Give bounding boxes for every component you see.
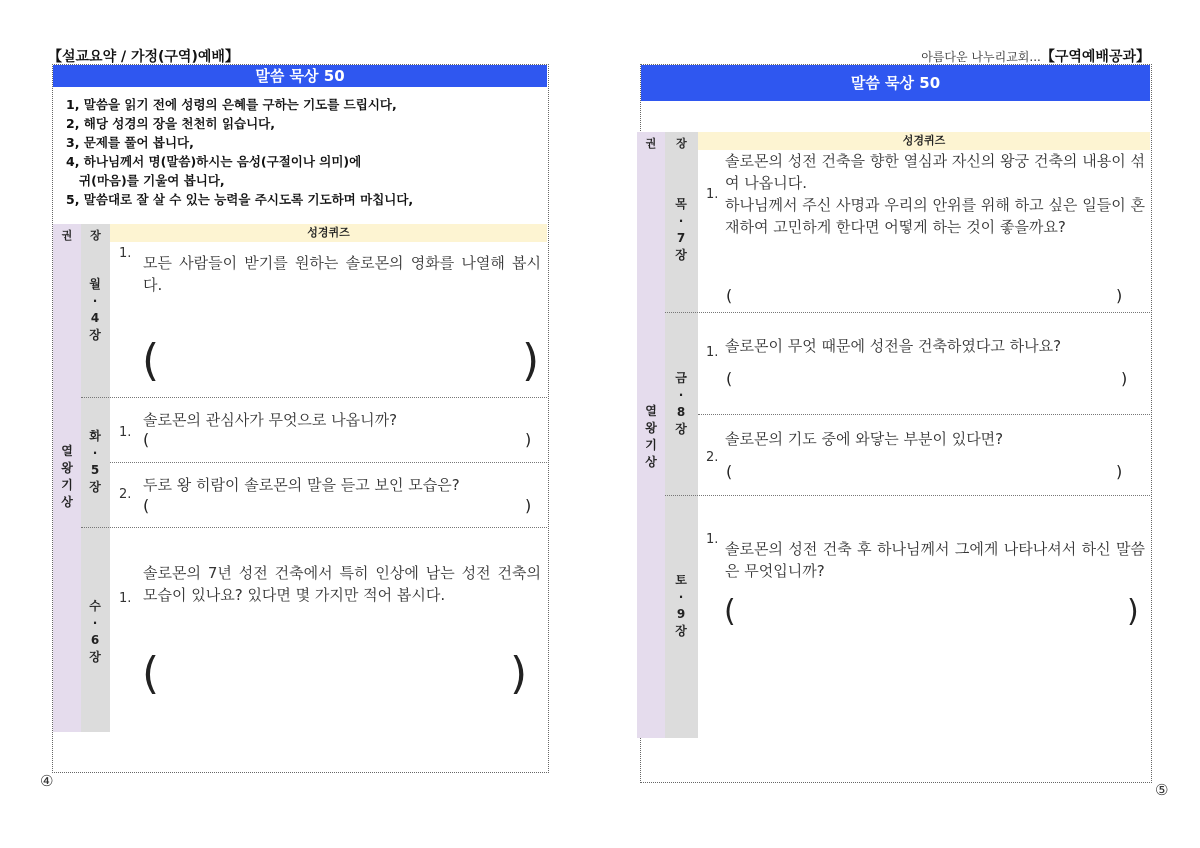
left-header: 【설교요약 / 가정(구역)예배】 xyxy=(48,49,239,65)
right-row-divider xyxy=(665,312,1150,313)
left-row-divider xyxy=(81,397,547,398)
question-text: 솔로몬의 7년 성전 건축에서 특히 인상에 남는 성전 건축의 모습이 있나요? 있다면 몇 가지만 적어 봅시다. xyxy=(143,564,541,604)
question-text: 솔로몬의 관심사가 무엇으로 나옵니까? xyxy=(143,411,398,429)
answer-paren-close: ) xyxy=(1116,286,1123,305)
answer-paren-close: ) xyxy=(1127,594,1139,629)
question-number: 1. xyxy=(706,187,719,202)
question-number: 1. xyxy=(119,425,132,440)
question-text: 솔로몬의 성전 건축 후 하나님께서 그에게 나타나셔서 하신 말씀은 무엇입니까? xyxy=(725,540,1145,580)
right-page-number: ⑤ xyxy=(1155,781,1169,799)
left-page-number: ④ xyxy=(40,772,54,790)
right-quiz-header: 성경퀴즈 xyxy=(698,132,1150,150)
left-title-bar: 말씀 묵상 50 xyxy=(53,65,547,87)
question-text: 솔로몬의 기도 중에 와닿는 부분이 있다면? xyxy=(725,430,1004,448)
answer-paren-open: ( xyxy=(724,594,736,629)
answer-paren-open: ( xyxy=(726,286,733,305)
right-row-divider xyxy=(665,495,1150,496)
answer-paren-close: ) xyxy=(510,648,528,699)
question-text: 모든 사람들이 받기를 원하는 솔로몬의 영화를 나열해 봅시다. xyxy=(143,254,541,294)
answer-paren-open: ( xyxy=(726,369,733,388)
right-title-bar: 말씀 묵상 50 xyxy=(641,65,1150,101)
right-chapter-thu: 목 · 7 장 xyxy=(675,197,687,262)
instruction-line: 4, 하나님께서 명(말씀)하시는 음성(구절이나 의미)에 xyxy=(66,154,362,169)
left-chapter-mon: 월 · 4 장 xyxy=(89,277,101,342)
right-chapter-sat: 토 · 9 장 xyxy=(675,573,687,638)
church-name: 아름다운 나누리교회... xyxy=(921,50,1041,64)
left-chapter-tue: 화 · 5 장 xyxy=(89,429,101,494)
question-text: 두로 왕 히람이 솔로몬의 말을 듣고 보인 모습은? xyxy=(143,476,460,494)
question-number: 1. xyxy=(706,532,719,547)
question-text: 솔로몬이 무엇 때문에 성전을 건축하였다고 하나요? xyxy=(725,337,1062,355)
answer-paren-open: ( xyxy=(142,648,160,699)
answer-paren-close: ) xyxy=(1116,462,1123,481)
instruction-line: 3, 문제를 풀어 봅니다, xyxy=(66,135,194,150)
answer-paren-open: ( xyxy=(143,496,150,515)
question-number: 1. xyxy=(119,591,132,606)
left-row-divider xyxy=(81,527,547,528)
instruction-line: 2, 해당 성경의 장을 천천히 읽습니다, xyxy=(66,116,276,131)
instruction-line: 귀(마음)를 기울여 봅니다, xyxy=(66,173,225,188)
question-number: 1. xyxy=(119,246,132,261)
right-chapter-fri: 금 · 8 장 xyxy=(675,371,687,436)
left-quiz-header: 성경퀴즈 xyxy=(110,224,547,242)
answer-paren-close: ) xyxy=(1121,369,1128,388)
question-number: 2. xyxy=(119,487,132,502)
instruction-line: 1, 말씀을 읽기 전에 성령의 은혜를 구하는 기도를 드립시다, xyxy=(66,97,397,112)
lesson-label: 【구역예배공과】 xyxy=(1040,49,1150,65)
answer-paren-close: ) xyxy=(525,430,532,449)
answer-paren-open: ( xyxy=(143,430,150,449)
left-chapter-wed: 수 · 6 장 xyxy=(89,599,101,664)
answer-paren-open: ( xyxy=(142,335,160,386)
right-row-divider xyxy=(698,414,1150,415)
right-book-header: 권 xyxy=(645,137,657,150)
left-instructions xyxy=(66,95,546,209)
left-book-label: 열 왕 기 상 xyxy=(61,444,73,509)
right-chapter-header: 장 xyxy=(676,137,687,150)
right-header xyxy=(921,46,1150,66)
right-book-label: 열 왕 기 상 xyxy=(645,404,657,469)
question-number: 2. xyxy=(706,450,719,465)
left-row-divider xyxy=(110,462,547,463)
left-book-header: 권 xyxy=(61,229,73,242)
question-text: 솔로몬의 성전 건축을 향한 열심과 자신의 왕궁 건축의 내용이 섞여 나옵니다. 하나님께서 주신 사명과 우리의 안위를 위해 하고 싶은 일들이 혼재하여 고민하게 한다면 어떻게 하는 것이 좋을까요? xyxy=(725,152,1145,236)
instruction-line: 5, 말씀대로 잘 살 수 있는 능력을 주시도록 기도하며 마칩니다, xyxy=(66,192,414,207)
left-chapter-header: 장 xyxy=(90,229,101,242)
answer-paren-close: ) xyxy=(522,335,540,386)
answer-paren-open: ( xyxy=(726,462,733,481)
answer-paren-close: ) xyxy=(525,496,532,515)
question-number: 1. xyxy=(706,345,719,360)
